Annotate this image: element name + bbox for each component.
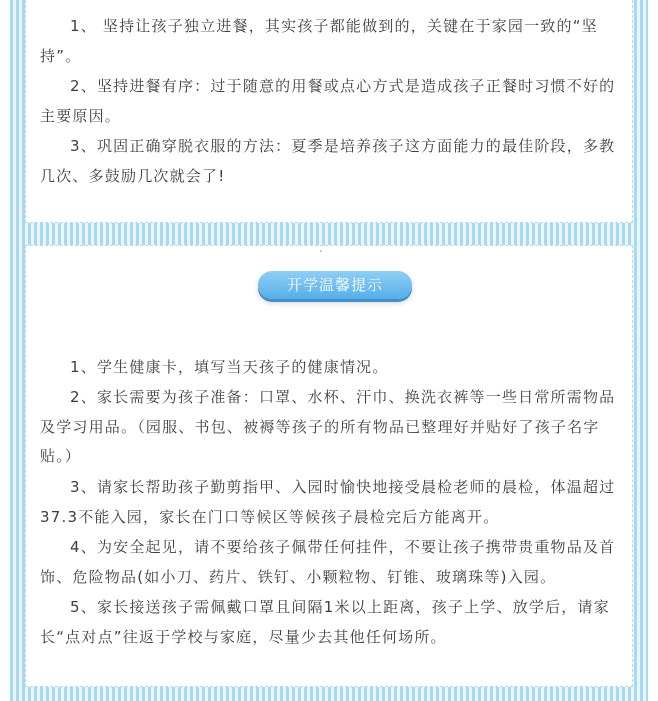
- paragraph-2-5: 5、家长接送孩子需佩戴口罩且间隔1米以上距离，孩子上学、放学后，请家长“点对点”往返于学校与家庭，尽量少去其他任何场所。: [40, 598, 610, 646]
- paragraph-2-3: 3、请家长帮助孩子勤剪指甲、入园时愉快地接受晨检老师的晨检，体温超过37.3不能入园，家长在门口等候区等候孩子晨检完后方能离开。: [40, 478, 616, 526]
- paragraph-1-1: 1、 坚持让孩子独立进餐，其实孩子都能做到的，关键在于家园一致的“坚持”。: [40, 17, 598, 65]
- section-title-badge: 开学温馨提示: [258, 271, 412, 299]
- paragraph-1-3: 3、巩固正确穿脱衣服的方法：夏季是培养孩子这方面能力的最佳阶段，多教几次、多鼓励几次就会了!: [40, 137, 616, 185]
- decorative-dot: [320, 250, 322, 252]
- paragraph-2-2: 2、家长需要为孩子准备：口罩、水杯、汗巾、换洗衣裤等一些日常所需物品及学习用品。（园服、书包、被褥等孩子的所有物品已整理好并贴好了孩子名字贴。）: [40, 388, 616, 465]
- paragraph-2-4: 4、为安全起见，请不要给孩子佩带任何挂件，不要让孩子携带贵重物品及首饰、危险物品(如小刀、药片、铁钉、小颗粒物、钉锥、玻璃珠等)入园。: [40, 538, 616, 586]
- paragraph-1-2: 2、坚持进餐有序：过于随意的用餐或点心方式是造成孩子正餐时习惯不好的主要原因。: [40, 77, 616, 125]
- paragraph-2-1: 1、学生健康卡，填写当天孩子的健康情况。: [70, 358, 389, 376]
